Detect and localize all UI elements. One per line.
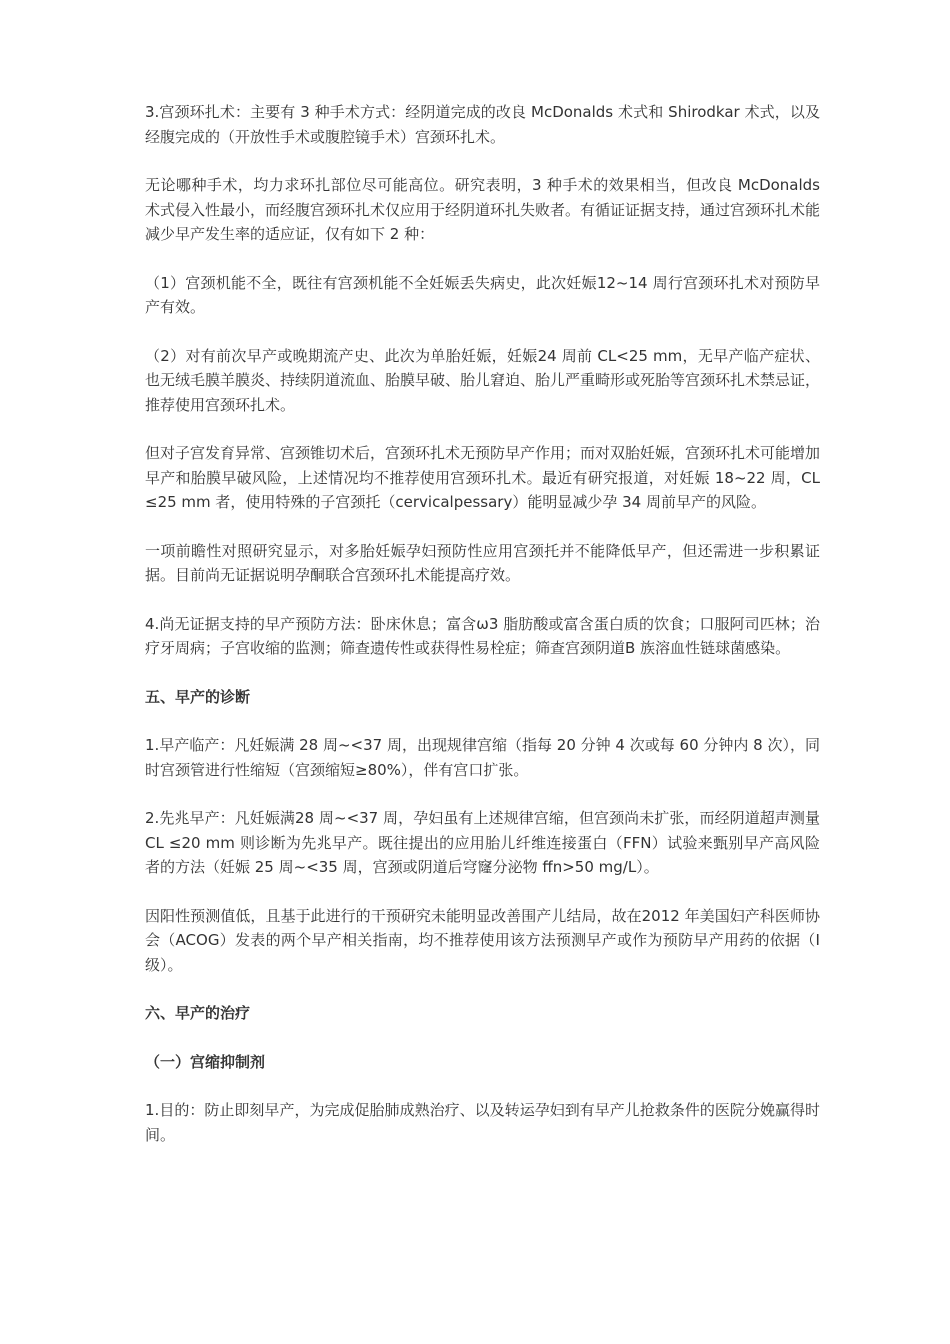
- paragraph-unsupported-methods: 4.尚无证据支持的早产预防方法：卧床休息；富含ω3 脂肪酸或富含蛋白质的饮食；口服阿司匹林；治疗牙周病；子宫收缩的监测；筛查遗传性或获得性易栓症；筛查宫颈阴道B 族溶血性链球菌感染。: [145, 614, 820, 657]
- paragraph-purpose: 1.目的：防止即刻早产，为完成促胎肺成熟治疗、以及转运孕妇到有早产儿抢救条件的医院分娩赢得时间。: [145, 1101, 820, 1144]
- paragraph-cerclage-evidence: 无论哪种手术，均力求环扎部位尽可能高位。研究表明，3 种手术的效果相当，但改良 McDonalds 术式侵入性最小，而经腹宫颈环扎术仅应用于经阴道环扎失败者。有循证证据支持，通过宫颈环扎术能减少早产发生率的适应证，仅有如下 2 种：: [145, 176, 821, 243]
- document-page: [145, 100, 820, 1171]
- heading-treatment: 六、早产的治疗: [145, 1004, 251, 1022]
- paragraph-not-recommended: 但对子宫发育异常、宫颈锥切术后，宫颈环扎术无预防早产作用；而对双胎妊娠，宫颈环扎术可能增加早产和胎膜早破风险，上述情况均不推荐使用宫颈环扎术。最近有研究报道，对妊娠 18~22 周，CL ≤25 mm 者，使用特殊的子宫颈托（cervicalpessary）能明显减少孕 34 周前早产的风险。: [145, 444, 821, 511]
- paragraph-cervical-cerclage: 3.宫颈环扎术：主要有 3 种手术方式：经阴道完成的改良 McDonalds 术式和 Shirodkar 术式，以及经腹完成的（开放性手术或腹腔镜手术）宫颈环扎术。: [145, 103, 820, 146]
- heading-tocolytics: （一）宫缩抑制剂: [145, 1052, 266, 1071]
- paragraph-indication-1: （1）宫颈机能不全，既往有宫颈机能不全妊娠丢失病史，此次妊娠12~14 周行宫颈环扎术对预防早产有效。: [145, 273, 820, 316]
- paragraph-indication-2: （2）对有前次早产或晚期流产史、此次为单胎妊娠，妊娠24 周前 CL<25 mm，无早产临产症状、也无绒毛膜羊膜炎、持续阴道流血、胎膜早破、胎儿窘迫、胎儿严重畸形或死胎等宫颈环扎术禁忌证，推荐使用宫颈环扎术。: [145, 346, 821, 414]
- paragraph-acog: 因阳性预测值低，且基于此进行的干预研究未能明显改善围产儿结局，故在2012 年美国妇产科医师协会（ACOG）发表的两个早产相关指南，均不推荐使用该方法预测早产或作为预防早产用药的依据（Ⅰ级）。: [145, 906, 820, 974]
- paragraph-threatened-preterm: 2.先兆早产：凡妊娠满28 周~<37 周，孕妇虽有上述规律宫缩，但宫颈尚未扩张，而经阴道超声测量 CL ≤20 mm 则诊断为先兆早产。既往提出的应用胎儿纤维连接蛋白（FFN）试验来甄别早产高风险者的方法（妊娠 25 周~<35 周，宫颈或阴道后穹窿分泌物 ffn>50 mg/L）。: [145, 809, 820, 876]
- paragraph-multiple-pregnancy: 一项前瞻性对照研究显示，对多胎妊娠孕妇预防性应用宫颈托并不能降低早产，但还需进一步积累证据。目前尚无证据说明孕酮联合宫颈环扎术能提高疗效。: [145, 541, 820, 584]
- heading-diagnosis: 五、早产的诊断: [145, 687, 251, 706]
- paragraph-preterm-labor: 1.早产临产：凡妊娠满 28 周~<37 周，出现规律宫缩（指每 20 分钟 4 次或每 60 分钟内 8 次），同时宫颈管进行性缩短（宫颈缩短≥80%），伴有宫口扩张。: [145, 736, 820, 779]
